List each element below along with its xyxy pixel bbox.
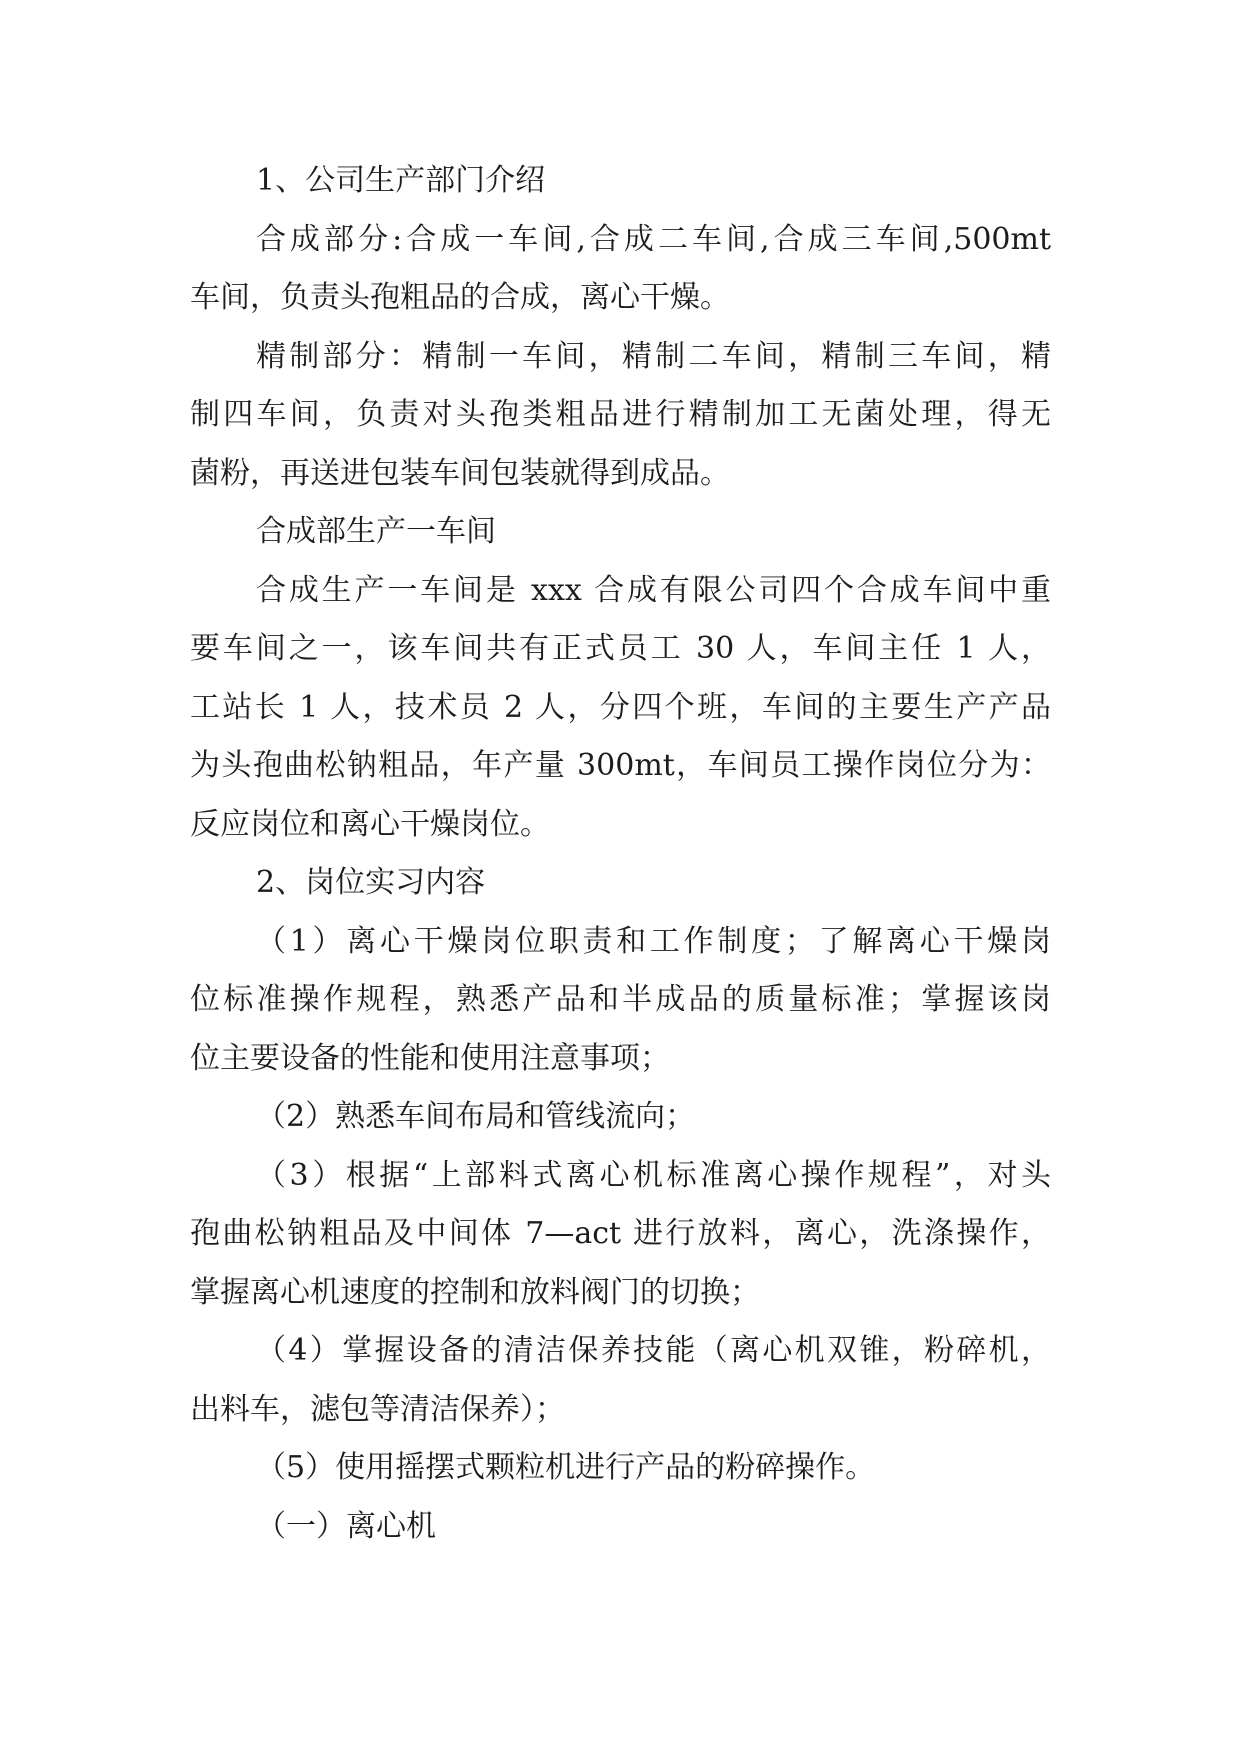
text-line: （一）离心机 — [256, 1508, 436, 1544]
text-line: 合成生产一车间是 xxx 合成有限公司四个合成车间中重 — [256, 572, 1051, 608]
text-line: 车间，负责头孢粗品的合成，离心干燥。 — [190, 280, 730, 315]
paragraph-subheading — [190, 1498, 1051, 1557]
text-line: （1）离心干燥岗位职责和工作制度；了解离心干燥岗 — [256, 923, 1051, 959]
paragraph-section-heading — [190, 152, 1051, 211]
text-line: （4）掌握设备的清洁保养技能（离心机双锥，粉碎机， — [256, 1333, 1051, 1368]
text-line: 位标准操作规程，熟悉产品和半成品的质量标准；掌握该岗 — [190, 982, 1051, 1017]
text-line: 位主要设备的性能和使用注意事项； — [190, 1040, 670, 1076]
text-line: 工站长 1 人，技术员 2 人，分四个班，车间的主要生产产品 — [190, 689, 1051, 725]
paragraph-section-heading — [190, 854, 1051, 913]
text-line: 孢曲松钠粗品及中间体 7—act 进行放料，离心，洗涤操作， — [190, 1216, 1051, 1251]
text-line: 要车间之一，该车间共有正式员工 30 人，车间主任 1 人， — [190, 631, 1051, 666]
text-line: 菌粉，再送进包装车间包装就得到成品。 — [190, 455, 730, 491]
text-line: 精制部分：精制一车间，精制二车间，精制三车间，精 — [256, 338, 1051, 374]
text-line: 出料车，滤包等清洁保养）； — [190, 1391, 565, 1427]
text-line: 为头孢曲松钠粗品，年产量 300mt，车间员工操作岗位分为： — [190, 748, 1051, 783]
paragraph-list-item — [190, 913, 1051, 1089]
text-line: （5）使用摇摆式颗粒机进行产品的粉碎操作。 — [256, 1450, 876, 1485]
text-line: 制四车间，负责对头孢类粗品进行精制加工无菌处理，得无 — [190, 397, 1051, 432]
paragraph-list-item — [190, 1322, 1051, 1439]
text-line: （2）熟悉车间布局和管线流向； — [256, 1099, 696, 1134]
text-line: （3）根据“上部料式离心机标准离心操作规程”，对头 — [256, 1157, 1051, 1193]
text-line: 合成部生产一车间 — [256, 514, 496, 549]
text-line: 2、岗位实习内容 — [256, 865, 486, 900]
paragraph — [190, 562, 1051, 855]
paragraph — [190, 328, 1051, 504]
text-line: 合成部分:合成一车间,合成二车间,合成三车间,500mt — [256, 221, 1051, 257]
paragraph-list-item — [190, 1147, 1051, 1323]
text-line: 1、公司生产部门介绍 — [256, 163, 546, 198]
document-body — [190, 152, 1051, 1556]
text-line: 反应岗位和离心干燥岗位。 — [190, 806, 550, 842]
paragraph-list-item — [190, 1088, 1051, 1147]
paragraph-subheading — [190, 503, 1051, 562]
paragraph-list-item — [190, 1439, 1051, 1498]
paragraph — [190, 211, 1051, 328]
text-line: 掌握离心机速度的控制和放料阀门的切换； — [190, 1274, 760, 1310]
